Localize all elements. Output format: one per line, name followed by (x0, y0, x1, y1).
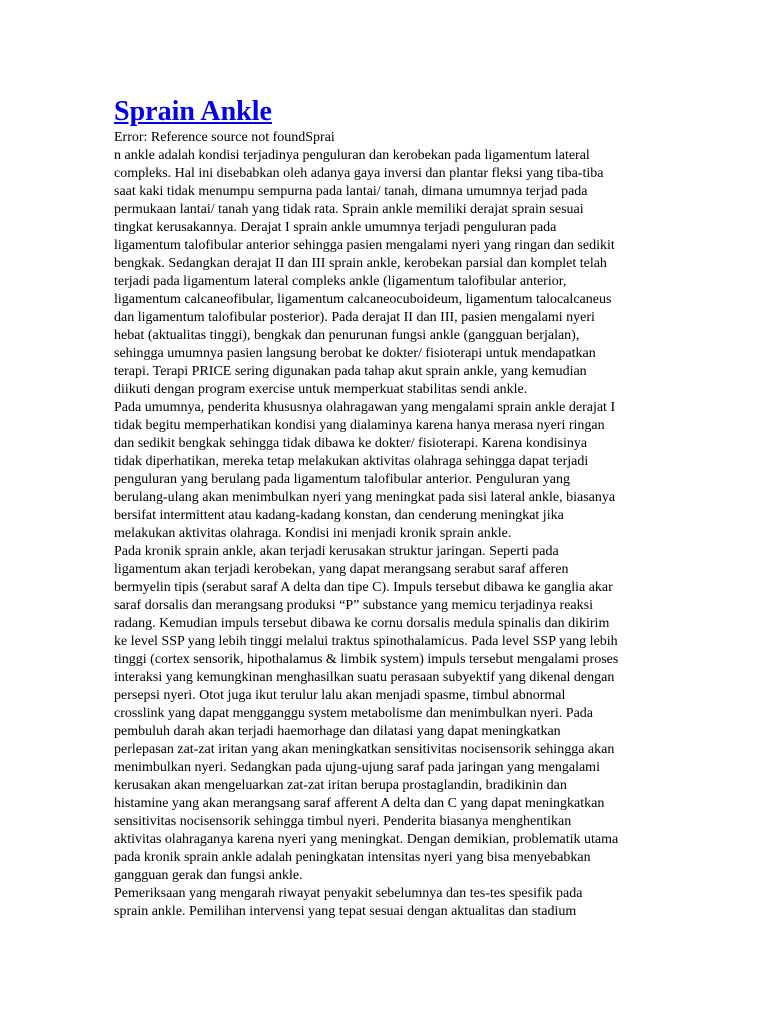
text-line: pembuluh darah akan terjadi haemorhage dan dilatasi yang dapat meningkatkan (114, 724, 561, 739)
text-line: diikuti dengan program exercise untuk memperkuat stabilitas sendi ankle. (114, 382, 528, 397)
page-title-link[interactable]: Sprain Ankle (114, 96, 272, 127)
text-line: ligamentum akan terjadi kerobekan, yang dapat merangsang serabut saraf afferen (114, 562, 569, 577)
text-line: Pada umumnya, penderita khususnya olahragawan yang mengalami sprain ankle derajat I (114, 400, 616, 415)
text-line: kerusakan akan mengeluarkan zat-zat iritan berupa prostaglandin, bradikinin dan (114, 778, 567, 793)
text-line: aktivitas olahraganya karena nyeri yang meningkat. Dengan demikian, problematik utama (114, 832, 619, 847)
text-line: dan sedikit bengkak sehingga tidak dibawa ke dokter/ fisioterapi. Karena kondisinya (114, 436, 588, 451)
text-line: gangguan gerak dan fungsi ankle. (114, 868, 303, 883)
text-line: bermyelin tipis (serabut saraf A delta dan tipe C). Impuls tersebut dibawa ke ganglia akar (114, 580, 613, 595)
text-line: dan ligamentum talofibular posterior). Pada derajat II dan III, pasien mengalami nyeri (114, 310, 595, 325)
text-line: bengkak. Sedangkan derajat II dan III sprain ankle, kerobekan parsial dan komplet telah (114, 256, 607, 271)
text-line: hebat (aktualitas tinggi), bengkak dan penurunan fungsi ankle (gangguan berjalan), (114, 328, 580, 343)
text-line: bersifat intermittent atau kadang-kadang konstan, dan cenderung meningkat jika (114, 508, 564, 523)
text-line: ligamentum calcaneofibular, ligamentum calcaneocuboideum, ligamentum talocalcaneus (114, 292, 612, 307)
text-line: saraf dorsalis dan merangsang produksi “P” substance yang memicu terjadinya reaksi (114, 598, 593, 613)
text-line: Pada kronik sprain ankle, akan terjadi kerusakan struktur jaringan. Seperti pada (114, 544, 559, 559)
paragraph (114, 885, 634, 921)
document-body (114, 96, 634, 921)
text-line: tinggi (cortex sensorik, hipothalamus & limbik system) impuls tersebut mengalami proses (114, 652, 619, 667)
text-line: ke level SSP yang lebih tinggi melalui traktus spinothalamicus. Pada level SSP yang lebih (114, 634, 618, 649)
text-line: tidak begitu memperhatikan kondisi yang dialaminya karena hanya merasa nyeri ringan (114, 418, 605, 433)
text-line: penguluran yang berulang pada ligamentum talofibular anterior. Penguluran yang (114, 472, 571, 487)
text-line: histamine yang akan merangsang saraf afferent A delta dan C yang dapat meningkatkan (114, 796, 605, 811)
text-line: Pemeriksaan yang mengarah riwayat penyakit sebelumnya dan tes-tes spesifik pada (114, 886, 583, 901)
text-line: menimbulkan nyeri. Sedangkan pada ujung-ujung saraf pada jaringan yang mengalami (114, 760, 600, 775)
paragraph (114, 399, 634, 543)
text-line: perlepasan zat-zat iritan yang akan meningkatkan sensitivitas nocisensorik sehingga akan (114, 742, 615, 757)
text-line: sensitivitas nocisensorik sehingga timbul nyeri. Penderita biasanya menghentikan (114, 814, 572, 829)
text-line: crosslink yang dapat mengganggu system metabolisme dan menimbulkan nyeri. Pada (114, 706, 594, 721)
paragraph (114, 543, 634, 885)
paragraphs-container (114, 147, 634, 921)
text-line: n ankle adalah kondisi terjadinya penguluran dan kerobekan pada ligamentum lateral (114, 148, 590, 163)
reference-error-text: Error: Reference source not foundSprai (114, 130, 335, 145)
text-line: ligamentum talofibular anterior sehingga pasien mengalami nyeri yang ringan dan sedikit (114, 238, 615, 253)
text-line: permukaan lantai/ tanah yang tidak rata. Sprain ankle memiliki derajat sprain sesuai (114, 202, 584, 217)
text-line: tingkat kerusakannya. Derajat I sprain ankle umumnya terjadi penguluran pada (114, 220, 557, 235)
text-line: saat kaki tidak menumpu sempurna pada lantai/ tanah, dimana umumnya terjad pada (114, 184, 588, 199)
text-line: berulang-ulang akan menimbulkan nyeri yang meningkat pada sisi lateral ankle, biasanya (114, 490, 616, 505)
text-line: tidak diperhatikan, mereka tetap melakukan aktivitas olahraga sehingga dapat terjadi (114, 454, 589, 469)
text-line: persepsi nyeri. Otot juga ikut terulur lalu akan menjadi spasme, timbul abnormal (114, 688, 566, 703)
text-line: terjadi pada ligamentum lateral compleks ankle (ligamentum talofibular anterior, (114, 274, 567, 289)
text-line: compleks. Hal ini disebabkan oleh adanya gaya inversi dan plantar fleksi yang tiba-tiba (114, 166, 604, 181)
text-line: terapi. Terapi PRICE sering digunakan pada tahap akut sprain ankle, yang kemudian (114, 364, 587, 379)
text-line: radang. Kemudian impuls tersebut dibawa ke cornu dorsalis medula spinalis dan dikirim (114, 616, 610, 631)
text-line: melakukan aktivitas olahraga. Kondisi ini menjadi kronik sprain ankle. (114, 526, 512, 541)
text-line: pada kronik sprain ankle adalah peningkatan intensitas nyeri yang bisa menyebabkan (114, 850, 591, 865)
text-line: sprain ankle. Pemilihan intervensi yang tepat sesuai dengan aktualitas dan stadium (114, 904, 577, 919)
text-line: interaksi yang kemungkinan menghasilkan suatu perasaan subyektif yang dikenal dengan (114, 670, 615, 685)
paragraph (114, 147, 634, 399)
text-line: sehingga umumnya pasien langsung berobat ke dokter/ fisioterapi untuk mendapatkan (114, 346, 596, 361)
